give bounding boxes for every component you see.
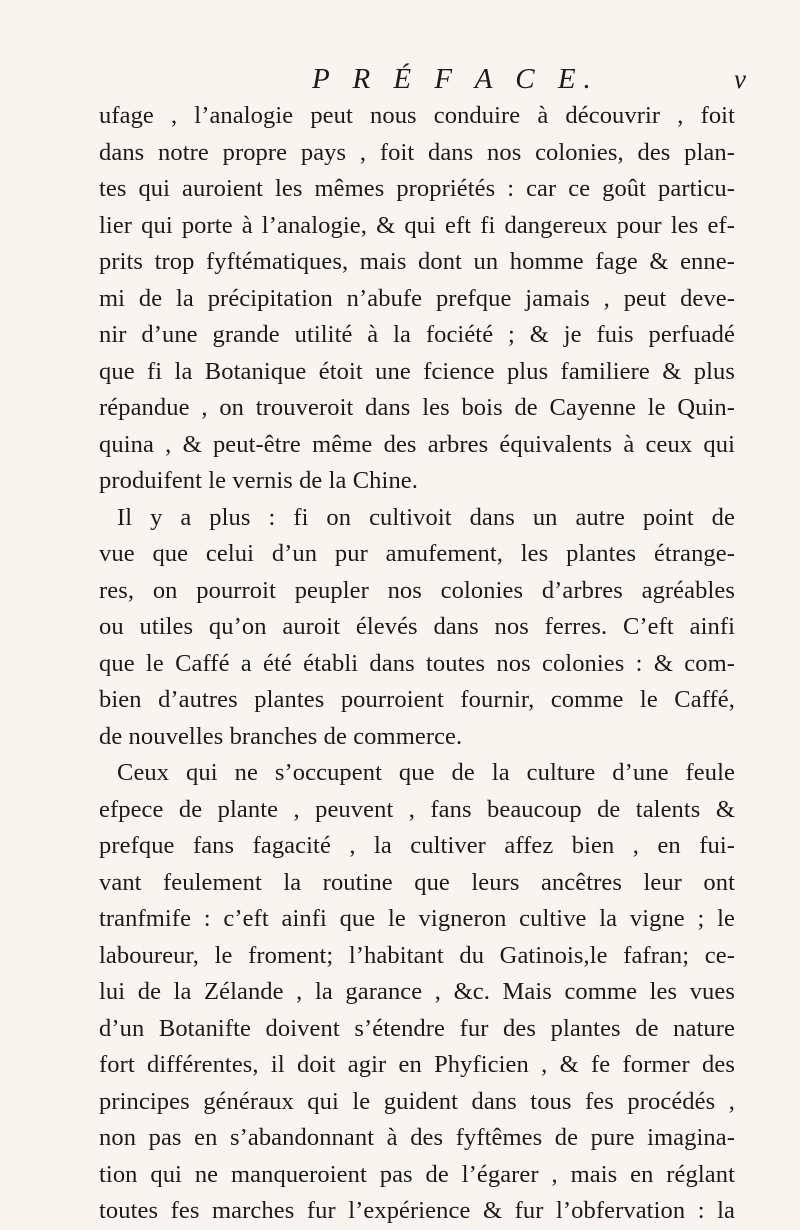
text-line: tranfmife : c’eft ainfi que le vigneron cultive la vigne ; le: [99, 905, 735, 932]
text-line: lui de la Zélande , la garance , &c. Mais comme les vues: [99, 978, 735, 1005]
text-line: fort différentes, il doit agir en Phyficien , & fe former des: [99, 1051, 735, 1078]
text-line: vue que celui d’un pur amufement, les plantes étrange-: [99, 540, 735, 567]
text-line: prits trop fyftématiques, mais dont un homme fage & enne-: [99, 248, 735, 275]
text-line: que fi la Botanique étoit une fcience plus familiere & plus: [99, 357, 735, 385]
text-line: laboureur, le froment; l’habitant du Gatinois,le fafran; ce-: [99, 941, 735, 969]
text-line: d’un Botanifte doivent s’étendre fur des plantes de nature: [99, 1014, 735, 1042]
text-line: tion qui ne manqueroient pas de l’égarer , mais en réglant: [99, 1160, 735, 1188]
page-number: v: [734, 64, 746, 94]
text-line: quina , & peut-être même des arbres équivalents à ceux qui: [99, 430, 735, 458]
running-title: P R É F A C E.: [312, 63, 599, 95]
text-line: nir d’une grande utilité à la fociété ; & je fuis perfuadé: [99, 321, 735, 348]
text-line: prefque fans fagacité , la cultiver affez bien , en fui-: [99, 832, 735, 859]
text-line: efpece de plante , peuvent , fans beaucoup de talents &: [99, 795, 735, 823]
text-line: vant feulement la routine que leurs ancêtres leur ont: [99, 868, 735, 896]
text-line: lier qui porte à l’analogie, & qui eft fi dangereux pour les ef-: [99, 211, 735, 239]
text-line: dans notre propre pays , foit dans nos colonies, des plan-: [99, 138, 735, 166]
text-line: produifent le vernis de la Chine.: [99, 467, 418, 494]
text-line: de nouvelles branches de commerce.: [99, 722, 463, 750]
text-line: tes qui auroient les mêmes propriétés : car ce goût particu-: [99, 175, 735, 202]
running-head: [0, 62, 800, 102]
text-line: principes généraux qui le guident dans tous fes procédés ,: [99, 1087, 735, 1115]
body-text: [99, 98, 735, 1230]
text-line: que le Caffé a été établi dans toutes nos colonies : & com-: [99, 649, 735, 677]
text-line: non pas en s’abandonnant à des fyftêmes de pure imagina-: [99, 1124, 735, 1151]
text-line: Il y a plus : fi on cultivoit dans un autre point de: [117, 503, 735, 531]
text-line: toutes fes marches fur l’expérience & fur l’obfervation : la: [99, 1197, 735, 1224]
text-line: Ceux qui ne s’occupent que de la culture d’une feule: [117, 759, 735, 786]
text-line: res, on pourroit peupler nos colonies d’arbres agréables: [99, 576, 735, 604]
text-line: répandue , on trouveroit dans les bois de Cayenne le Quin-: [99, 394, 735, 421]
text-line: ufage , l’analogie peut nous conduire à découvrir , foit: [99, 102, 735, 129]
text-line: bien d’autres plantes pourroient fournir, comme le Caffé,: [99, 686, 735, 713]
text-line: mi de la précipitation n’abufe prefque jamais , peut deve-: [99, 284, 735, 312]
text-line: ou utiles qu’on auroit élevés dans nos ferres. C’eft ainfi: [99, 613, 735, 640]
